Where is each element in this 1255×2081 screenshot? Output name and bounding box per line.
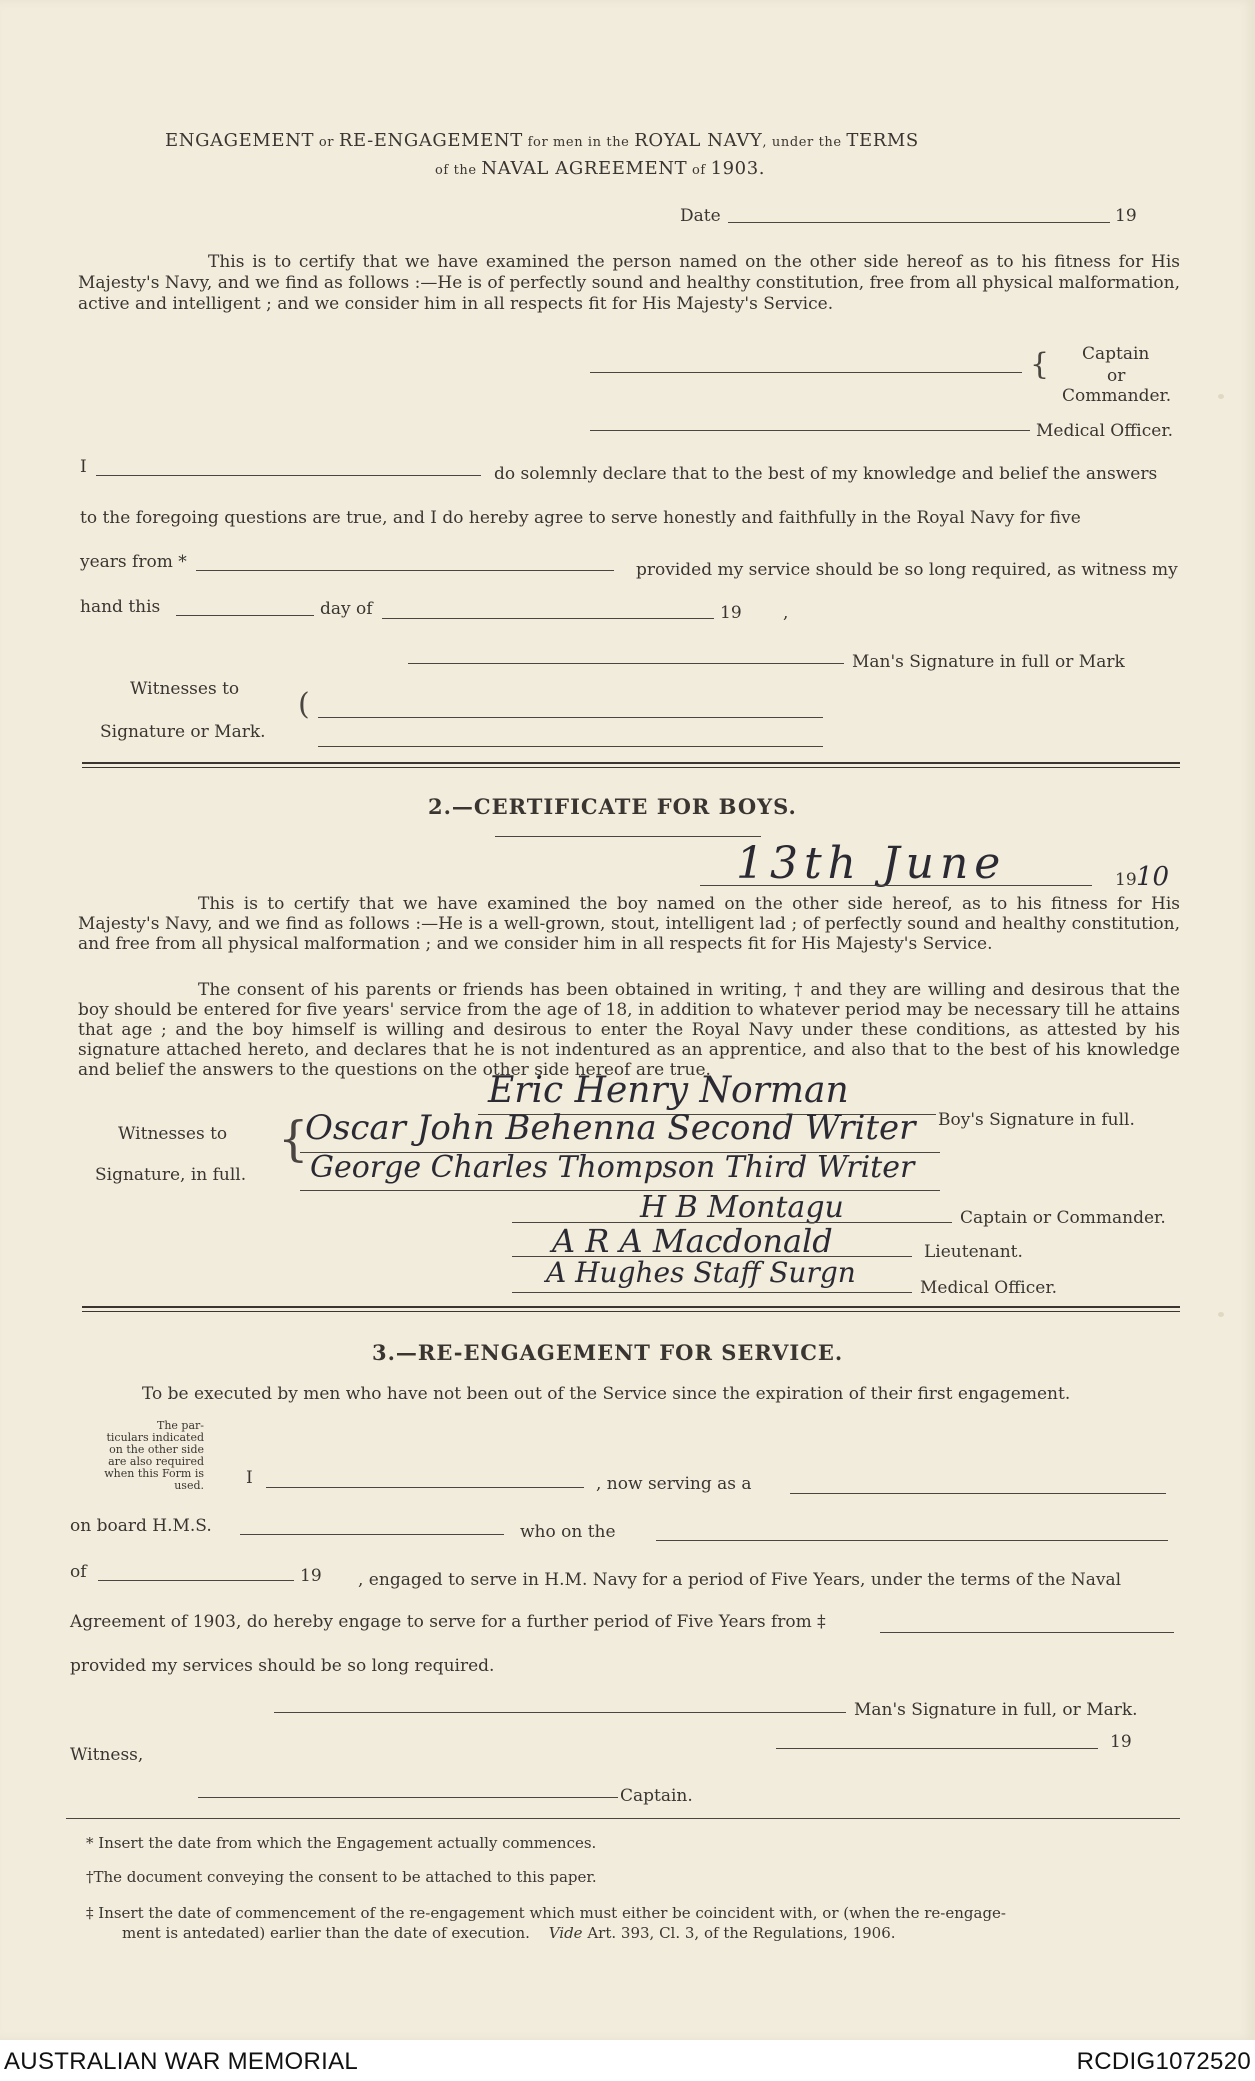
s3-mans-signature-line: [274, 1712, 846, 1713]
witness-line-1: [318, 717, 823, 718]
commander-label: Commander.: [1062, 386, 1172, 406]
title2-run: of: [687, 163, 711, 178]
s3-19b-label: 19: [1110, 1732, 1132, 1752]
s3-date-line: [776, 1748, 1098, 1749]
s3-captain-line: [198, 1797, 618, 1798]
footnote-2: †The document conveying the consent to be attached to this paper.: [86, 1868, 597, 1886]
medical-officer-line-2: [512, 1292, 912, 1293]
mans-signature-label: Man's Signature in full or Mark: [852, 652, 1125, 672]
signature-or-mark-label: Signature or Mark.: [100, 722, 266, 742]
signature-in-full-label: Signature, in full.: [95, 1165, 247, 1185]
s3-witness-label: Witness,: [70, 1745, 144, 1765]
boys-date-line: [700, 885, 1092, 886]
witness2-handwriting: George Charles Thompson Third Writer: [310, 1150, 915, 1185]
declaration-line-2: to the foregoing questions are true, and I do hereby agree to serve honestly and faithfully in the Royal Navy for five: [80, 508, 1081, 528]
declaration-i: I: [80, 457, 87, 477]
form-title-line-2: [435, 158, 765, 179]
years-from-line: [196, 570, 614, 571]
section2-paragraph-2: The consent of his parents or friends has been obtained in writing, † and they are willing and desirous that the boy should be entered for five years' service from the age of 18, in addition to whatever period may be necessary till he attains that age ; and the boy himself is willing and desirous to enter the Royal Navy under these conditions, as attested by his signature attached hereto, and declares that he is not indentured as an apprentice, and also that to the best of his knowledge and belief the answers to the questions on the other side hereof are true.: [78, 980, 1180, 1080]
s3-provided-label: provided my services should be so long required.: [70, 1656, 495, 1676]
day-of-label: day of: [320, 599, 373, 619]
footnote-divider: [66, 1818, 1180, 1819]
s3-mans-signature-label: Man's Signature in full, or Mark.: [854, 1700, 1138, 1720]
form-title-line-1: [165, 130, 919, 151]
medical-officer-label-2: Medical Officer.: [920, 1278, 1057, 1298]
side-note-line: when this Form is: [104, 1467, 204, 1480]
s3-of-label: of: [70, 1562, 87, 1582]
s3-on-board-label: on board H.M.S.: [70, 1516, 212, 1536]
declaration-name-line: [96, 475, 481, 476]
side-note-line: ticulars indicated: [106, 1431, 204, 1444]
witnesses-to-label: Witnesses to: [130, 679, 240, 699]
footnote-3-line-2-text: ment is antedated) earlier than the date of execution.: [122, 1924, 530, 1942]
title1-run: RE-ENGAGEMENT: [338, 130, 523, 151]
date-year-prefix: 19: [1115, 206, 1137, 226]
boys-signature-label: Boy's Signature in full.: [938, 1110, 1135, 1130]
witness-brace-2: {: [278, 1111, 309, 1167]
section-divider-2: [82, 1306, 1180, 1312]
title1-run: for men in the: [522, 135, 635, 150]
captain-or-commander-label: Captain or Commander.: [960, 1208, 1166, 1228]
side-note-line: on the other side: [109, 1443, 204, 1456]
footnote-3-line-1: ‡ Insert the date of commencement of the re-engagement which must either be coincident with, or (when the re-engage-: [86, 1904, 1006, 1922]
boys-date-handwriting: 13th June: [736, 838, 1007, 889]
boy-signature-handwriting: Eric Henry Norman: [488, 1070, 849, 1111]
witness-brace: (: [298, 687, 310, 722]
section2-heading-underline: [495, 836, 761, 837]
title1-run: , under the: [762, 135, 847, 150]
captain-line: [590, 372, 1022, 373]
footnote-3-line-2: [122, 1924, 896, 1942]
s3-who-on-the-label: who on the: [520, 1522, 616, 1542]
captain-label: Captain: [1082, 344, 1150, 364]
title2-run: 1903.: [710, 158, 766, 179]
footer-right-label: RCDIG1072520: [1076, 2048, 1251, 2075]
boys-date-year-prefix: 19: [1115, 870, 1137, 890]
side-note-line: are also required: [108, 1455, 204, 1468]
s3-now-serving-label: , now serving as a: [596, 1474, 752, 1494]
medical-officer-line: [590, 430, 1030, 431]
title1-run: or: [314, 135, 339, 150]
s3-name-line: [266, 1487, 584, 1488]
side-note-line: The par-: [156, 1419, 204, 1432]
captain-brace: {: [1030, 347, 1050, 382]
or-label: or: [1107, 366, 1126, 386]
declaration-year: 19: [720, 603, 742, 623]
s3-i-label: I: [246, 1468, 253, 1488]
punch-hole: [1218, 1312, 1224, 1317]
section3-heading: 3.—RE-ENGAGEMENT FOR SERVICE.: [372, 1340, 844, 1365]
s3-of-line: [98, 1580, 294, 1581]
s3-hms-line: [240, 1534, 504, 1535]
years-from-label: years from *: [80, 552, 187, 572]
section2-paragraph-1: This is to certify that we have examined the boy named on the other side hereof, as to his fitness for His Majesty's Navy, and we find as follows :—He is a well-grown, stout, intelligent lad ; of perfectly sound and healthy constitution, and free from all physical malformation ; and we consider him in all respects fit for His Majesty's Service.: [78, 894, 1180, 954]
s3-further-period-line: [880, 1632, 1174, 1633]
medical-signature-handwriting: A Hughes Staff Surgn: [546, 1256, 856, 1289]
title2-run: of the: [435, 163, 482, 178]
date-label: Date: [680, 206, 721, 226]
section2-heading: 2.—CERTIFICATE FOR BOYS.: [428, 794, 797, 819]
footnote-3-vide: Vide: [548, 1924, 583, 1942]
section3-subheading: To be executed by men who have not been out of the Service since the expiration of their first engagement.: [142, 1384, 1071, 1404]
section1-paragraph: This is to certify that we have examined the person named on the other side hereof as to his fitness for His Majesty's Navy, and we find as follows :—He is of perfectly sound and healthy constitution, free from all physical malformation, active and intelligent ; and we consider him in all respects fit for His Majesty's Service.: [78, 252, 1180, 314]
s3-engaged-label: , engaged to serve in H.M. Navy for a period of Five Years, under the terms of the Naval: [358, 1570, 1122, 1590]
side-note: [72, 1420, 204, 1492]
title1-run: TERMS: [846, 130, 919, 151]
s3-serving-as-line: [790, 1493, 1166, 1494]
lieutenant-signature-handwriting: A R A Macdonald: [552, 1222, 833, 1260]
day-of-line: [382, 618, 714, 619]
mans-signature-line: [408, 663, 844, 664]
title1-run: ROYAL NAVY: [634, 130, 763, 151]
lieutenant-label: Lieutenant.: [924, 1242, 1023, 1262]
side-note-line: used.: [174, 1479, 204, 1492]
witness1-handwriting: Oscar John Behenna Second Writer: [305, 1108, 916, 1148]
s3-agreement-label: Agreement of 1903, do hereby engage to serve for a further period of Five Years from ‡: [70, 1612, 826, 1632]
s3-captain-label: Captain.: [620, 1786, 693, 1806]
section-divider-1: [82, 762, 1180, 768]
footer-left-label: AUSTRALIAN WAR MEMORIAL: [4, 2048, 359, 2075]
hand-this-line: [176, 615, 314, 616]
title1-run: ENGAGEMENT: [165, 130, 315, 151]
punch-hole: [1218, 394, 1224, 399]
s3-who-on-the-line: [656, 1540, 1168, 1541]
witness-line-4: [300, 1190, 940, 1191]
boys-date-year-suffix: 10: [1136, 862, 1170, 892]
medical-officer-label: Medical Officer.: [1036, 421, 1173, 441]
witnesses-to-label-2: Witnesses to: [118, 1124, 228, 1144]
provided-label: provided my service should be so long required, as witness my: [636, 560, 1178, 580]
witness-line-2: [318, 746, 823, 747]
date-line: [728, 222, 1110, 223]
title2-run: NAVAL AGREEMENT: [481, 158, 688, 179]
captain-signature-handwriting: H B Montagu: [640, 1190, 844, 1225]
footnote-3-rest: Art. 393, Cl. 3, of the Regulations, 1906.: [582, 1924, 896, 1942]
hand-this-label: hand this: [80, 597, 161, 617]
s3-19-label: 19: [300, 1566, 322, 1586]
declaration-line-1: do solemnly declare that to the best of my knowledge and belief the answers: [494, 464, 1158, 484]
footnote-1: * Insert the date from which the Engagement actually commences.: [86, 1834, 597, 1852]
declaration-comma: ,: [783, 603, 789, 623]
